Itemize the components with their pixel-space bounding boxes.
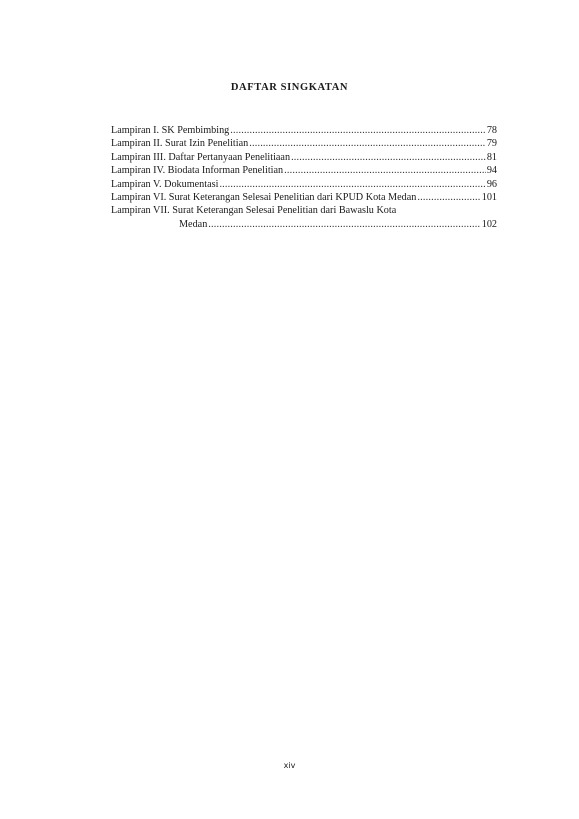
toc-entry-label: Lampiran VI. Surat Keterangan Selesai Penelitian dari KPUD Kota Medan (111, 192, 417, 204)
toc-entry-label: Lampiran III. Daftar Pertanyaan Penelitiaan (111, 151, 291, 163)
toc-entry-page: 102 (481, 218, 497, 230)
toc-leader-dots (249, 137, 486, 150)
toc-entry-label-continued: Medan (179, 218, 208, 230)
toc-entry-lampiran-v (111, 178, 497, 191)
toc-entry-lampiran-ii (111, 137, 497, 150)
toc-entry-page: 81 (486, 151, 497, 163)
toc-entry-label: Lampiran II. Surat Izin Penelitian (111, 138, 249, 150)
toc-entry-continuation (111, 218, 497, 231)
toc-entry-page: 96 (486, 178, 497, 190)
toc-leader-dots (417, 191, 480, 204)
toc-leader-dots (230, 124, 486, 137)
table-of-contents (111, 124, 497, 231)
toc-leader-dots (219, 178, 485, 191)
toc-leader-dots (208, 218, 480, 231)
toc-entry-label: Lampiran VII. Surat Keterangan Selesai Penelitian dari Bawaslu Kota (111, 205, 397, 217)
toc-entry-lampiran-vi (111, 191, 497, 204)
page-title: DAFTAR SINGKATAN (230, 82, 349, 93)
toc-entry-label: Lampiran V. Dokumentasi (111, 178, 219, 190)
toc-entry-page: 101 (481, 192, 497, 204)
toc-entry-lampiran-iii (111, 151, 497, 164)
toc-entry-page: 94 (486, 165, 497, 177)
toc-entry-lampiran-iv (111, 164, 497, 177)
toc-entry-label: Lampiran IV. Biodata Informan Penelitian (111, 165, 284, 177)
toc-entry-lampiran-i (111, 124, 497, 137)
toc-leader-dots (291, 151, 486, 164)
toc-entry-label: Lampiran I. SK Pembimbing (111, 125, 230, 136)
footer-page-number: xiv (283, 761, 296, 770)
toc-entry-lampiran-vii (111, 204, 497, 231)
toc-entry-page: 79 (486, 138, 497, 150)
toc-leader-dots (284, 164, 486, 177)
toc-entry-page: 78 (486, 125, 497, 136)
